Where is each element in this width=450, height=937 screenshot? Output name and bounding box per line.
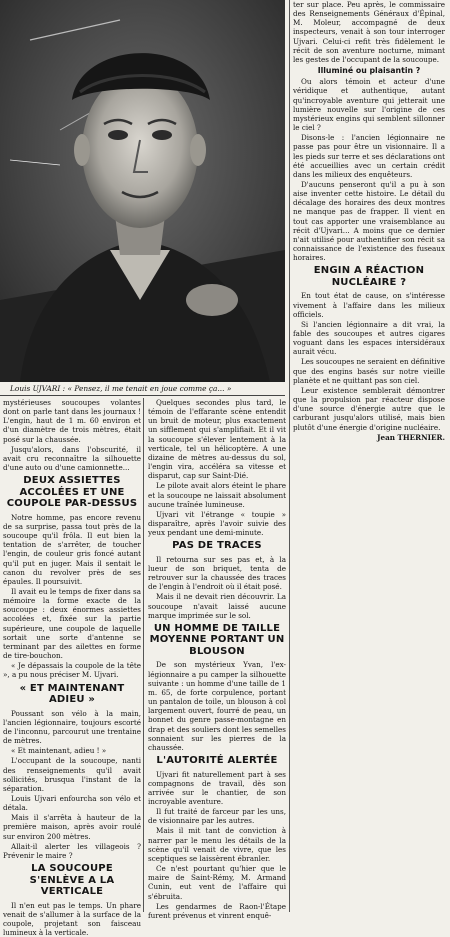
paragraph: mystérieuses soucoupes volantes dont on parle tant dans les journaux ! L'engin, haut de 1 m. 60 environ et d'un diamètre de trois mètres, était posé sur la chaussée. [3,398,141,444]
subheading: ENGIN A RÉACTION NUCLÉAIRE ? [313,265,425,288]
column-rule [289,0,290,912]
author-signature: Jean THERNIER. [377,432,445,442]
paragraph: Ujvari fit naturellement part à ses compagnons de travail, dès son arrivée sur le chantier, de son incroyable aventure. [148,769,286,806]
paragraph: Leur existence semblerait démontrer que la propulsion par réacteur dispose d'une source d'énergie autre que le carburant jusqu'alors utilisé, mais bien plutôt d'une énergie d'origine nucléaire. [293,385,445,432]
paragraph: D'aucuns penseront qu'il a pu à son aise inventer cette histoire. Le détail du décalage des horaires des deux montres ne manque pas de frapper. Il vient en tout cas apporter une vraisemblance au récit d'Ujvari... A moins que ce dernier n'ait utilisé pour authentifier son récit sa connaissance de l'existence des fuseaux horaires. [293,179,445,263]
paragraph: Les gendarmes de Raon-l'Étape furent prévenus et vinrent enquê- [148,901,286,920]
paragraph: Il retourna sur ses pas et, à la lueur de son briquet, tenta de retrouver sur la chaussée des traces de l'engin à l'endroit où il était posé. [148,554,286,592]
paragraph: ter sur place. Peu après, le commissaire des Renseignements Généraux d'Épinal, M. Moleur, accompagné de deux inspecteurs, venait à son tour interroger Ujvari. Celui-ci refit très fidèlement le récit de son aventure nocturne, mimant les gestes de l'occupant de la soucoupe. [293,0,445,64]
paragraph: Mais il s'arrêta à hauteur de la première maison, après avoir roulé sur environ 200 mètres. [3,813,141,841]
paragraph: Les soucoupes ne seraient en définitive que des engins basés sur notre vieille planète et ne quittant pas son ciel. [293,357,445,385]
paragraph: Ujvari vit l'étrange « toupie » disparaître, après l'avoir suivie des yeux pendant une demi-minute. [148,509,286,538]
subheading: UN HOMME DE TAILLE MOYENNE PORTANT UN BLOUSON [149,622,285,657]
paragraph: L'occupant de la soucoupe, nanti des renseignements qu'il avait sollicités, brusqua l'instant de la séparation. [3,756,141,793]
subheading: LA SOUCOUPE S'ENLÈVE A LA VERTICALE [29,863,115,898]
paragraph: Poussant son vélo à la main, l'ancien légionnaire, toujours escorté de l'inconnu, parcourut une trentaine de mètres. [3,708,141,746]
subheading: DEUX ASSIETTES ACCOLÉES ET UNE COUPOLE PAR-DESSUS [6,475,138,510]
paragraph: En tout état de cause, on s'intéresse vivement à l'affaire dans les milieux officiels. [293,291,445,319]
subheading: « ET MAINTENANT ADIEU » [19,682,125,706]
subheading: PAS DE TRACES [172,540,262,552]
paragraph: Mais il ne devait rien découvrir. La soucoupe n'avait laissé aucune marque imprimée sur le sol. [148,592,286,620]
photo-caption: Louis UJVARI : « Pensez, il me tenait en joue comme ça... » [10,384,232,393]
paragraph: Louis Ujvari enfourcha son vélo et détala. [3,793,141,813]
paragraph: Le pilote avait alors éteint le phare et la soucoupe ne laissait absolument aucune traînée lumineuse. [148,481,286,509]
column-rule [143,398,144,912]
article-column-1 [3,398,141,937]
paragraph: Si l'ancien légionnaire a dit vrai, la fable des soucoupes et autres cigares voguant dans les espaces intersidéraux aurait vécu. [293,319,445,357]
paragraph: De son mystérieux Yvan, l'ex-légionnaire a pu camper la silhouette suivante : un homme d'une taille de 1 m. 65, de forte corpulence, portant un pantalon de toile, un blouson à col largement ouvert, fourré de peau, un bonnet du genre passe-montagne en drap et des souliers dont les semelles sonnaient sur les pierres de la chaussée. [148,660,286,752]
paragraph: Ce n'est pourtant qu'hier que le maire de Saint-Rémy, M. Armand Cunin, eut vent de l'affaire qui s'ébruita. [148,864,286,901]
paragraph: Il avait eu le temps de fixer dans sa mémoire la forme exacte de la soucoupe : deux énormes assiettes accolées et, fixée sur la partie supérieure, une coupole de laquelle sortait une sorte d'antenne se terminant par des ailettes en forme de tire-bouchon. [3,587,141,661]
paragraph: Quelques secondes plus tard, le témoin de l'effarante scène entendit un bruit de moteur, plus exactement un sifflement qui s'amplifiait. Et il vit la soucoupe s'élever lentement à la verticale, tel un hélicoptère. A une dizaine de mètres au-dessus du sol, l'engin vira, accéléra sa vitesse et disparut, cap sur Saint-Dié. [148,398,286,481]
paragraph: Jusqu'alors, dans l'obscurité, il avait cru reconnaître la silhouette d'une auto ou d'une camionnette... [3,444,141,473]
paragraph: Disons-le : l'ancien légionnaire ne passe pas pour être un visionnaire. Il a les pieds sur terre et ses déclarations ont été accueillies avec un certain crédit dans les milieux des enquêteurs. [293,133,445,179]
paragraph: Notre homme, pas encore revenu de sa surprise, passa tout près de la soucoupe qu'il frôla. Il eut bien la tentation de s'arrêter, de toucher l'engin, de couleur gris foncé autant qu'il put en juger. Mais il sentait le canon du revolver près de ses épaules. Il poursuivit. [3,512,141,586]
paragraph: Il n'en eut pas le temps. Un phare venait de s'allumer à la surface de la coupole, projetant son faisceau lumineux à la verticale. [3,900,141,937]
paragraph: Mais il mit tant de conviction à narrer par le menu les détails de la scène qu'il venait de vivre, que les sceptiques se laissèrent ébranler. [148,826,286,863]
paragraph: Il fut traité de farceur par les uns, de visionnaire par les autres. [148,807,286,826]
portrait-photo [0,0,285,382]
paragraph: « Et maintenant, adieu ! » [11,746,107,756]
subheading: Illuminé ou plaisantin ? [317,66,421,76]
portrait-image [0,0,285,382]
paragraph: « Je dépassais la coupole de la tête », a pu nous préciser M. Ujvari. [3,661,141,680]
paragraph: Allait-il alerter les villageois ? Prévenir le maire ? [3,841,141,860]
subheading: L'AUTORITÉ ALERTÉE [156,755,278,766]
article-column-3 [293,0,445,470]
paragraph: Ou alors témoin et acteur d'une véridique et authentique, autant qu'incroyable aventure qui jetterait une lumière nouvelle sur l'origine de ces mystérieux engins qui semblent sillonner le ciel ? [293,77,445,133]
article-column-2 [148,398,286,920]
